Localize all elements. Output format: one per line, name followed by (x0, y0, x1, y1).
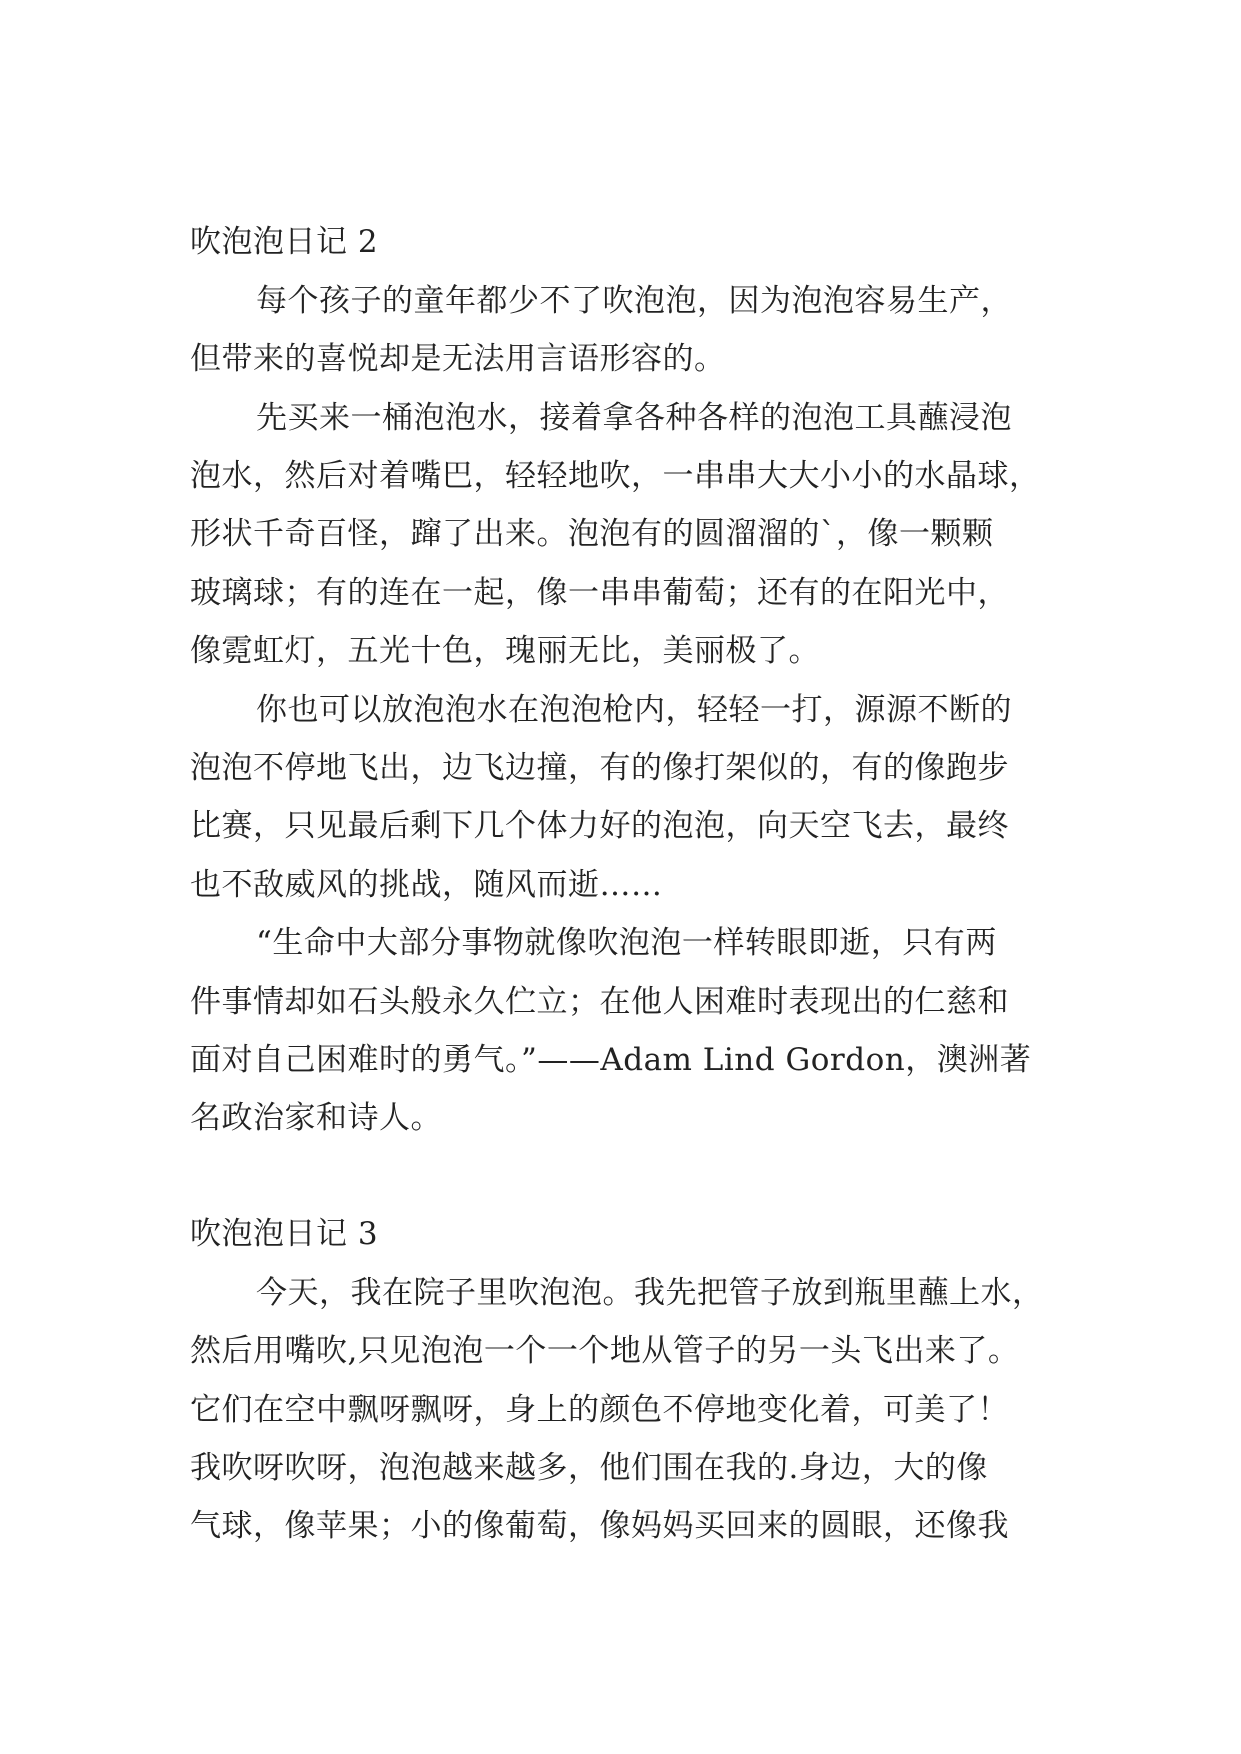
paragraph-line: 然后用嘴吹,只见泡泡一个一个地从管子的另一头飞出来了。 (190, 1333, 1020, 1369)
paragraph-line: 像霓虹灯，五光十色，瑰丽无比，美丽极了。 (190, 633, 820, 669)
paragraph-line: 先买来一桶泡泡水，接着拿各种各样的泡泡工具蘸浸泡 (256, 400, 1012, 436)
paragraph-line: 形状千奇百怪，蹿了出来。泡泡有的圆溜溜的`，像一颗颗 (190, 516, 994, 552)
paragraph-line: “生命中大部分事物就像吹泡泡一样转眼即逝，只有两 (256, 925, 997, 961)
paragraph-line: 今天，我在院子里吹泡泡。我先把管子放到瓶里蘸上水， (256, 1275, 1044, 1311)
paragraph-line: 件事情却如石头般永久伫立；在他人困难时表现出的仁慈和 (190, 984, 1009, 1020)
paragraph-line: 气球，像苹果；小的像葡萄，像妈妈买回来的圆眼，还像我 (190, 1508, 1009, 1544)
paragraph-line: 也不敌威风的挑战，随风而逝…… (190, 867, 663, 903)
paragraph-line: 面对自己困难时的勇气。”——Adam Lind Gordon，澳洲著 (190, 1042, 1032, 1078)
paragraph-line: 泡水，然后对着嘴巴，轻轻地吹，一串串大大小小的水晶球， (190, 458, 1041, 494)
paragraph-line: 我吹呀吹呀，泡泡越来越多，他们围在我的.身边，大的像 (190, 1450, 988, 1486)
paragraph-line: 但带来的喜悦却是无法用言语形容的。 (190, 341, 726, 377)
paragraph-line: 每个孩子的童年都少不了吹泡泡，因为泡泡容易生产， (256, 283, 1012, 319)
paragraph-line: 它们在空中飘呀飘呀，身上的颜色不停地变化着，可美了！ (190, 1392, 1009, 1428)
paragraph-line: 泡泡不停地飞出，边飞边撞，有的像打架似的，有的像跑步 (190, 750, 1009, 786)
section-title: 吹泡泡日记 2 (190, 224, 379, 260)
paragraph-line: 玻璃球；有的连在一起，像一串串葡萄；还有的在阳光中， (190, 575, 1009, 611)
paragraph-line: 比赛，只见最后剩下几个体力好的泡泡，向天空飞去，最终 (190, 808, 1009, 844)
paragraph-line: 名政治家和诗人。 (190, 1100, 442, 1136)
paragraph-line: 你也可以放泡泡水在泡泡枪内，轻轻一打，源源不断的 (256, 692, 1012, 728)
section-title: 吹泡泡日记 3 (190, 1216, 379, 1252)
